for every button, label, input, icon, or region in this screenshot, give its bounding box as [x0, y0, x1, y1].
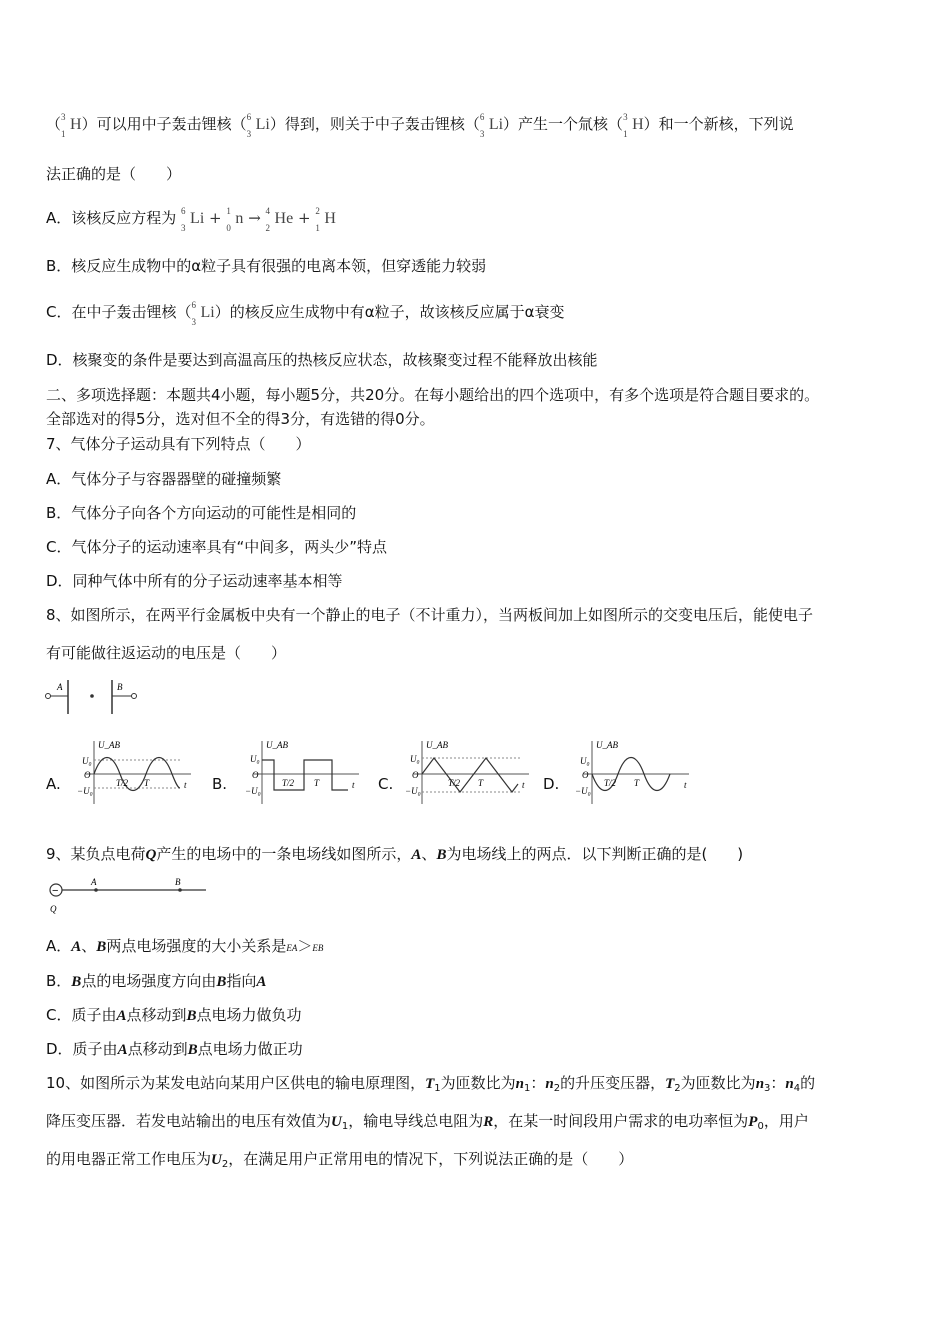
svg-text:U₀: U₀ — [580, 756, 590, 766]
svg-text:U₀: U₀ — [410, 754, 420, 764]
q10-stem-line3: 的用电器正常工作电压为$U_2$，在满足用户正常用电的情况下，下列说法正确的是（ ） — [46, 1150, 634, 1170]
svg-text:B: B — [175, 877, 181, 887]
waveform-square — [262, 760, 348, 790]
eq-deuterium: 2 1 H — [315, 206, 336, 233]
eq-neutron: 1 0 n — [226, 206, 244, 233]
q9-stem: 9、某负点电荷Q产生的电场中的一条电场线如图所示，A、B为电场线上的两点．以下判断正确的是( ) — [46, 845, 744, 863]
svg-text:T: T — [314, 778, 320, 788]
eq-lithium: 6 3 Li — [181, 206, 205, 233]
q8-graph-a — [76, 738, 196, 806]
q6-option-c: C．在中子轰击锂核（ 6 3 Li）的核反应生成物中有α粒子，故该核反应属于α衰变 — [46, 300, 565, 327]
q9-field-line-figure — [44, 874, 214, 918]
q7-option-c: C．气体分子的运动速率具有“中间多，两头少”特点 — [46, 538, 388, 556]
q8-stem-line1: 8、如图所示，在两平行金属板中央有一个静止的电子（不计重力），当两板间加上如图所示的交变电压后，能使电子 — [46, 606, 814, 624]
parallel-plates-figure — [44, 676, 144, 718]
q9-option-a: A．A、B两点电场强度的大小关系是EA＞EB — [46, 937, 324, 955]
svg-text:T: T — [144, 778, 150, 788]
q8-option-d-label: D. — [543, 775, 560, 793]
svg-text:t: t — [352, 780, 355, 790]
eq-helium: 4 2 He — [265, 206, 294, 233]
svg-text:U₀: U₀ — [82, 756, 92, 766]
tritium-nuclide-1: 3 1 H — [61, 112, 82, 139]
point-a — [94, 888, 98, 892]
q9-option-c: C．质子由A点移动到B点电场力做负功 — [46, 1006, 302, 1024]
q7-option-b: B．气体分子向各个方向运动的可能性是相同的 — [46, 504, 357, 522]
electron-dot — [90, 694, 94, 698]
svg-text:O: O — [252, 770, 259, 780]
svg-text:−: − — [52, 885, 59, 897]
svg-text:U_AB: U_AB — [426, 740, 448, 750]
q6-option-d: D．核聚变的条件是要达到高温高压的热核反应状态，故核聚变过程不能释放出核能 — [46, 351, 598, 369]
svg-text:T/2: T/2 — [448, 778, 461, 788]
svg-text:−U₀: −U₀ — [77, 786, 93, 796]
svg-text:T/2: T/2 — [116, 778, 129, 788]
plate-b-label: B — [117, 682, 123, 692]
q6-option-a: A．该核反应方程为 6 3 Li + 1 0 n → 4 2 He + 2 1 H — [46, 206, 336, 233]
q7-option-a: A．气体分子与容器器壁的碰撞频繁 — [46, 470, 282, 488]
lithium-nuclide-1: 6 3 Li — [246, 112, 270, 139]
plate-a-label: A — [57, 682, 63, 692]
q10-stem-line1: 10、如图所示为某发电站向某用户区供电的输电原理图，$T_1$为匝数比为$n_1$：$n_2$的升压变压器，$T_2$为匝数比为$n_3$：$n_4$的 — [46, 1074, 816, 1094]
q6-stem-line2: 法正确的是（ ） — [46, 165, 182, 183]
svg-text:−U₀: −U₀ — [245, 786, 261, 796]
point-b — [178, 888, 182, 892]
q9-option-d: D．质子由A点移动到B点电场力做正功 — [46, 1040, 303, 1058]
svg-text:T: T — [634, 778, 640, 788]
svg-text:t: t — [522, 780, 525, 790]
svg-text:t: t — [184, 780, 187, 790]
q8-graph-c — [404, 738, 534, 806]
svg-text:T/2: T/2 — [282, 778, 295, 788]
svg-text:t: t — [684, 780, 687, 790]
svg-text:O: O — [582, 770, 589, 780]
svg-text:T/2: T/2 — [604, 778, 617, 788]
q8-stem-line2: 有可能做往返运动的电压是（ ） — [46, 644, 287, 662]
q7-option-d: D．同种气体中所有的分子运动速率基本相等 — [46, 572, 343, 590]
lithium-nuclide-3: 6 3 Li — [191, 300, 215, 327]
svg-text:O: O — [412, 770, 419, 780]
q6-option-b: B．核反应生成物中的α粒子具有很强的电离本领，但穿透能力较弱 — [46, 257, 487, 275]
q8-graph-d — [574, 738, 704, 806]
q8-option-c-label: C. — [378, 775, 394, 793]
svg-text:U_AB: U_AB — [266, 740, 288, 750]
q8-option-b-label: B. — [212, 775, 228, 793]
section2-instructions-2: 全部选对的得5分，选对但不全的得3分，有选错的得0分。 — [46, 410, 435, 428]
q8-option-a-label: A. — [46, 775, 61, 793]
tritium-nuclide-2: 3 1 H — [623, 112, 644, 139]
lithium-nuclide-2: 6 3 Li — [479, 112, 504, 139]
section2-instructions-1: 二、多项选择题：本题共4小题，每小题5分，共20分。在每小题给出的四个选项中，有多个选项是符合题目要求的。 — [46, 386, 820, 404]
svg-text:−U₀: −U₀ — [575, 786, 591, 796]
waveform-triangle — [422, 758, 518, 792]
svg-text:A: A — [91, 877, 97, 887]
q6-stem-line1: （ 3 1 H）可以用中子轰击锂核（ 6 3 Li）得到，则关于中子轰击锂核（ 6 3 Li）产生一个氚核（ 3 1 H）和一个新核，下列说 — [46, 112, 794, 139]
svg-text:U_AB: U_AB — [596, 740, 618, 750]
q10-stem-line2: 降压变压器．若发电站输出的电压有效值为$U_1$，输电导线总电阻为R，在某一时间段用户需求的电功率恒为$P_0$，用户 — [46, 1112, 809, 1132]
q8-graph-b — [244, 738, 364, 806]
q9-option-b: B．B点的电场强度方向由B指向A — [46, 972, 267, 990]
svg-text:T: T — [478, 778, 484, 788]
svg-text:−U₀: −U₀ — [405, 786, 421, 796]
q7-stem: 7、气体分子运动具有下列特点（ ） — [46, 435, 311, 453]
svg-text:Q: Q — [50, 904, 57, 914]
svg-text:U_AB: U_AB — [98, 740, 120, 750]
svg-text:U₀: U₀ — [250, 754, 260, 764]
svg-text:O: O — [84, 770, 91, 780]
